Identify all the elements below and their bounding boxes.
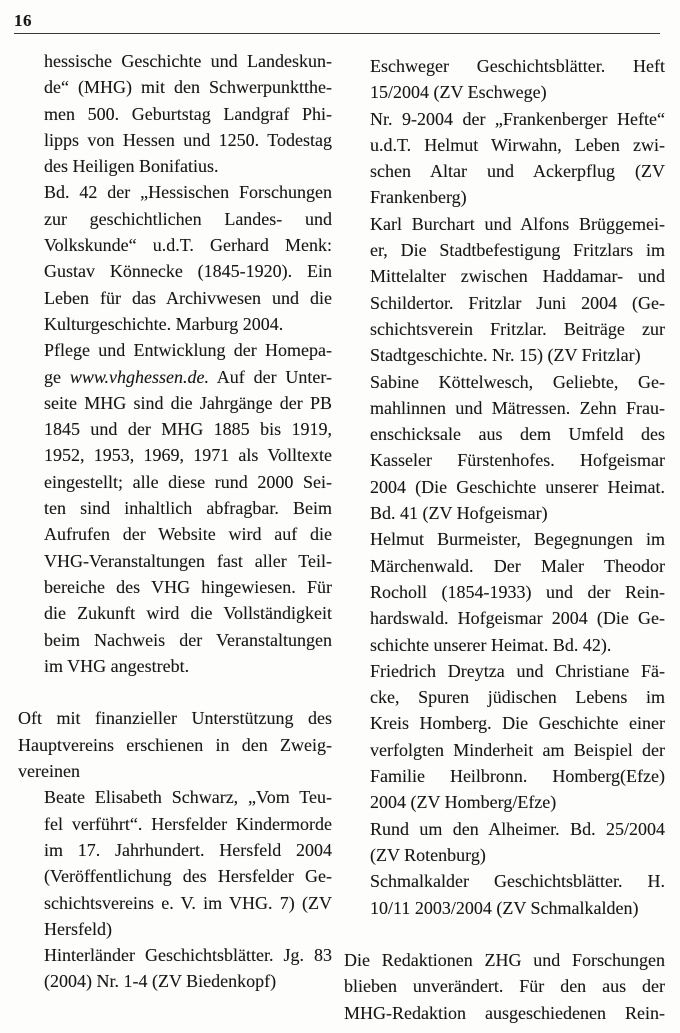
text-line: die Zukunft wird die Vollständigkeit	[44, 603, 332, 624]
text-line: men 500. Geburtstag Landgraf Phi-	[44, 103, 332, 124]
text-line: de“ (MHG) mit den Schwerpunktthe-	[44, 77, 332, 98]
paragraph	[18, 48, 332, 179]
text-line: Gustav Könnecke (1845-1920). Ein	[44, 261, 332, 282]
paragraph	[18, 942, 332, 995]
page-header	[0, 0, 680, 34]
text-line: (Veröffentlichung des Hersfelder Ge-	[44, 866, 332, 887]
text-line: ten sind inhaltlich abfragbar. Beim	[44, 498, 332, 519]
paragraph	[344, 816, 665, 869]
text-line: Leben für das Archivwesen und die	[44, 287, 332, 308]
left-column	[18, 48, 332, 1026]
text-line: Hauptvereins erschienen in den Zweig-	[18, 734, 332, 755]
text-line: Rocholl (1854-1933) und der Rein-	[370, 581, 665, 602]
text-line: MHG-Redaktion ausgeschiedenen Rein-	[344, 1002, 665, 1023]
text-line: blieben unverändert. Für den aus der	[344, 976, 665, 997]
text-line: Aufrufen der Website wird auf die	[44, 524, 332, 545]
two-column-text	[0, 48, 680, 1026]
text-line: mahlinnen und Mätressen. Zehn Frau-	[370, 397, 665, 418]
text-line: Volkskunde“ u.d.T. Gerhard Menk:	[44, 235, 332, 256]
text-line: (2004) Nr. 1-4 (ZV Biedenkopf)	[44, 971, 277, 992]
text-line: u.d.T. Helmut Wirwahn, Leben zwi-	[370, 134, 665, 155]
text-line: Bd. 42 der „Hessischen Forschungen	[44, 182, 332, 203]
text-line: Eschweger Geschichtsblätter. Heft	[370, 56, 665, 76]
text-line: seite MHG sind die Jahrgänge der PB	[44, 392, 332, 413]
text-line: Helmut Burmeister, Begegnungen im	[370, 529, 665, 550]
text-line: Karl Burchart und Alfons Brüggemei-	[370, 213, 665, 234]
text-line: VHG-Veranstaltungen fast aller Teil-	[44, 550, 332, 571]
page-number: 16	[14, 11, 32, 30]
text-line: hessische Geschichte und Landeskun-	[44, 51, 332, 71]
text-line: beim Nachweis der Veranstaltungen	[44, 629, 332, 650]
text-line: im 17. Jahrhundert. Hersfeld 2004	[44, 839, 332, 860]
text-line: Stadtgeschichte. Nr. 15) (ZV Fritzlar)	[370, 345, 641, 366]
text-line: 2004 (ZV Homberg/Efze)	[370, 792, 557, 813]
text-line: Kasseler Fürstenhofes. Hofgeismar	[370, 450, 665, 471]
header-rule	[14, 33, 660, 34]
text-line: Schildertor. Fritzlar Juni 2004 (Ge-	[370, 292, 665, 313]
paragraph	[344, 106, 665, 211]
text-line: schen Altar und Ackerpflug (ZV	[370, 161, 665, 182]
text-line: schichte unserer Heimat. Bd. 42).	[370, 634, 612, 655]
italic-url-text: www.vhghessen.de.	[69, 366, 209, 387]
text-line: vereinen	[18, 761, 80, 782]
right-column	[344, 48, 665, 1026]
text-line: Bd. 41 (ZV Hofgeismar)	[370, 503, 548, 524]
text-line: 1952, 1953, 1969, 1971 als Volltexte	[44, 445, 332, 466]
text-line: Mittelalter zwischen Haddamar- und	[370, 266, 665, 287]
text-line: schichtsvereins e. V. im VHG. 7) (ZV	[44, 892, 332, 913]
text-line: 1845 und der MHG 1885 bis 1919,	[44, 419, 332, 440]
paragraph	[18, 337, 332, 679]
text-line: Familie Heilbronn. Homberg(Efze)	[370, 766, 665, 787]
text-line: Schmalkalder Geschichtsblätter. H.	[370, 871, 665, 892]
text-line: 15/2004 (ZV Eschwege)	[370, 82, 547, 103]
text-line: fel verführt“. Hersfelder Kindermorde	[44, 813, 332, 834]
text-line: Beate Elisabeth Schwarz, „Vom Teu-	[44, 787, 332, 808]
paragraph	[344, 526, 665, 657]
column-gutter	[332, 48, 344, 1026]
text-line: lipps von Hessen und 1250. Todestag	[44, 129, 332, 150]
text-line: Die Redaktionen ZHG und Forschungen	[344, 950, 665, 971]
paragraph	[344, 53, 665, 106]
text-line: ge www.vhghessen.de. Auf der Unter-	[44, 366, 332, 387]
text-line: Sabine Köttelwesch, Geliebte, Ge-	[370, 371, 665, 392]
text-line: (ZV Rotenburg)	[370, 844, 486, 865]
text-line: enschicksale aus dem Umfeld des	[370, 424, 665, 445]
paragraph	[344, 369, 665, 527]
text-line: Pflege und Entwicklung der Homepa-	[44, 340, 332, 361]
text-line: verfolgten Minderheit am Beispiel der	[370, 739, 665, 760]
text-line: schichtsverein Fritzlar. Beiträge zur	[370, 318, 665, 339]
text-line: er, Die Stadtbefestigung Fritzlars im	[370, 240, 665, 261]
text-line: cke, Spuren jüdischen Lebens im	[370, 687, 665, 708]
text-line: Rund um den Alheimer. Bd. 25/2004	[370, 818, 665, 839]
text-line: eingestellt; alle diese rund 2000 Sei-	[44, 471, 332, 492]
text-line: Frankenberg)	[370, 187, 467, 208]
text-line: Kulturgeschichte. Marburg 2004.	[44, 313, 284, 334]
paragraph	[344, 211, 665, 369]
text-line: Nr. 9-2004 der „Frankenberger Hefte“	[370, 108, 665, 129]
text-line: im VHG angestrebt.	[44, 655, 190, 676]
paragraph	[344, 947, 665, 1026]
text-line: Oft mit finanzieller Unterstützung des	[18, 708, 332, 729]
paragraph	[344, 868, 665, 921]
paragraph	[18, 179, 332, 337]
text-line: 10/11 2003/2004 (ZV Schmalkalden)	[370, 897, 639, 918]
paragraph	[18, 784, 332, 942]
text-line: Kreis Homberg. Die Geschichte einer	[370, 713, 665, 734]
text-line: 2004 (Die Geschichte unserer Heimat.	[370, 476, 665, 497]
text-line: zur geschichtlichen Landes- und	[44, 208, 332, 229]
text-line: Friedrich Dreytza und Christiane Fä-	[370, 660, 665, 681]
text-line: Märchenwald. Der Maler Theodor	[370, 555, 665, 576]
text-line: bereiche des VHG hingewiesen. Für	[44, 576, 332, 597]
text-line: hardswald. Hofgeismar 2004 (Die Ge-	[370, 608, 665, 629]
text-line: des Heiligen Bonifatius.	[44, 156, 219, 177]
text-line: Hersfeld)	[44, 918, 112, 939]
text-line: Hinterländer Geschichtsblätter. Jg. 83	[44, 945, 332, 966]
paragraph	[18, 705, 332, 784]
paragraph	[344, 658, 665, 816]
